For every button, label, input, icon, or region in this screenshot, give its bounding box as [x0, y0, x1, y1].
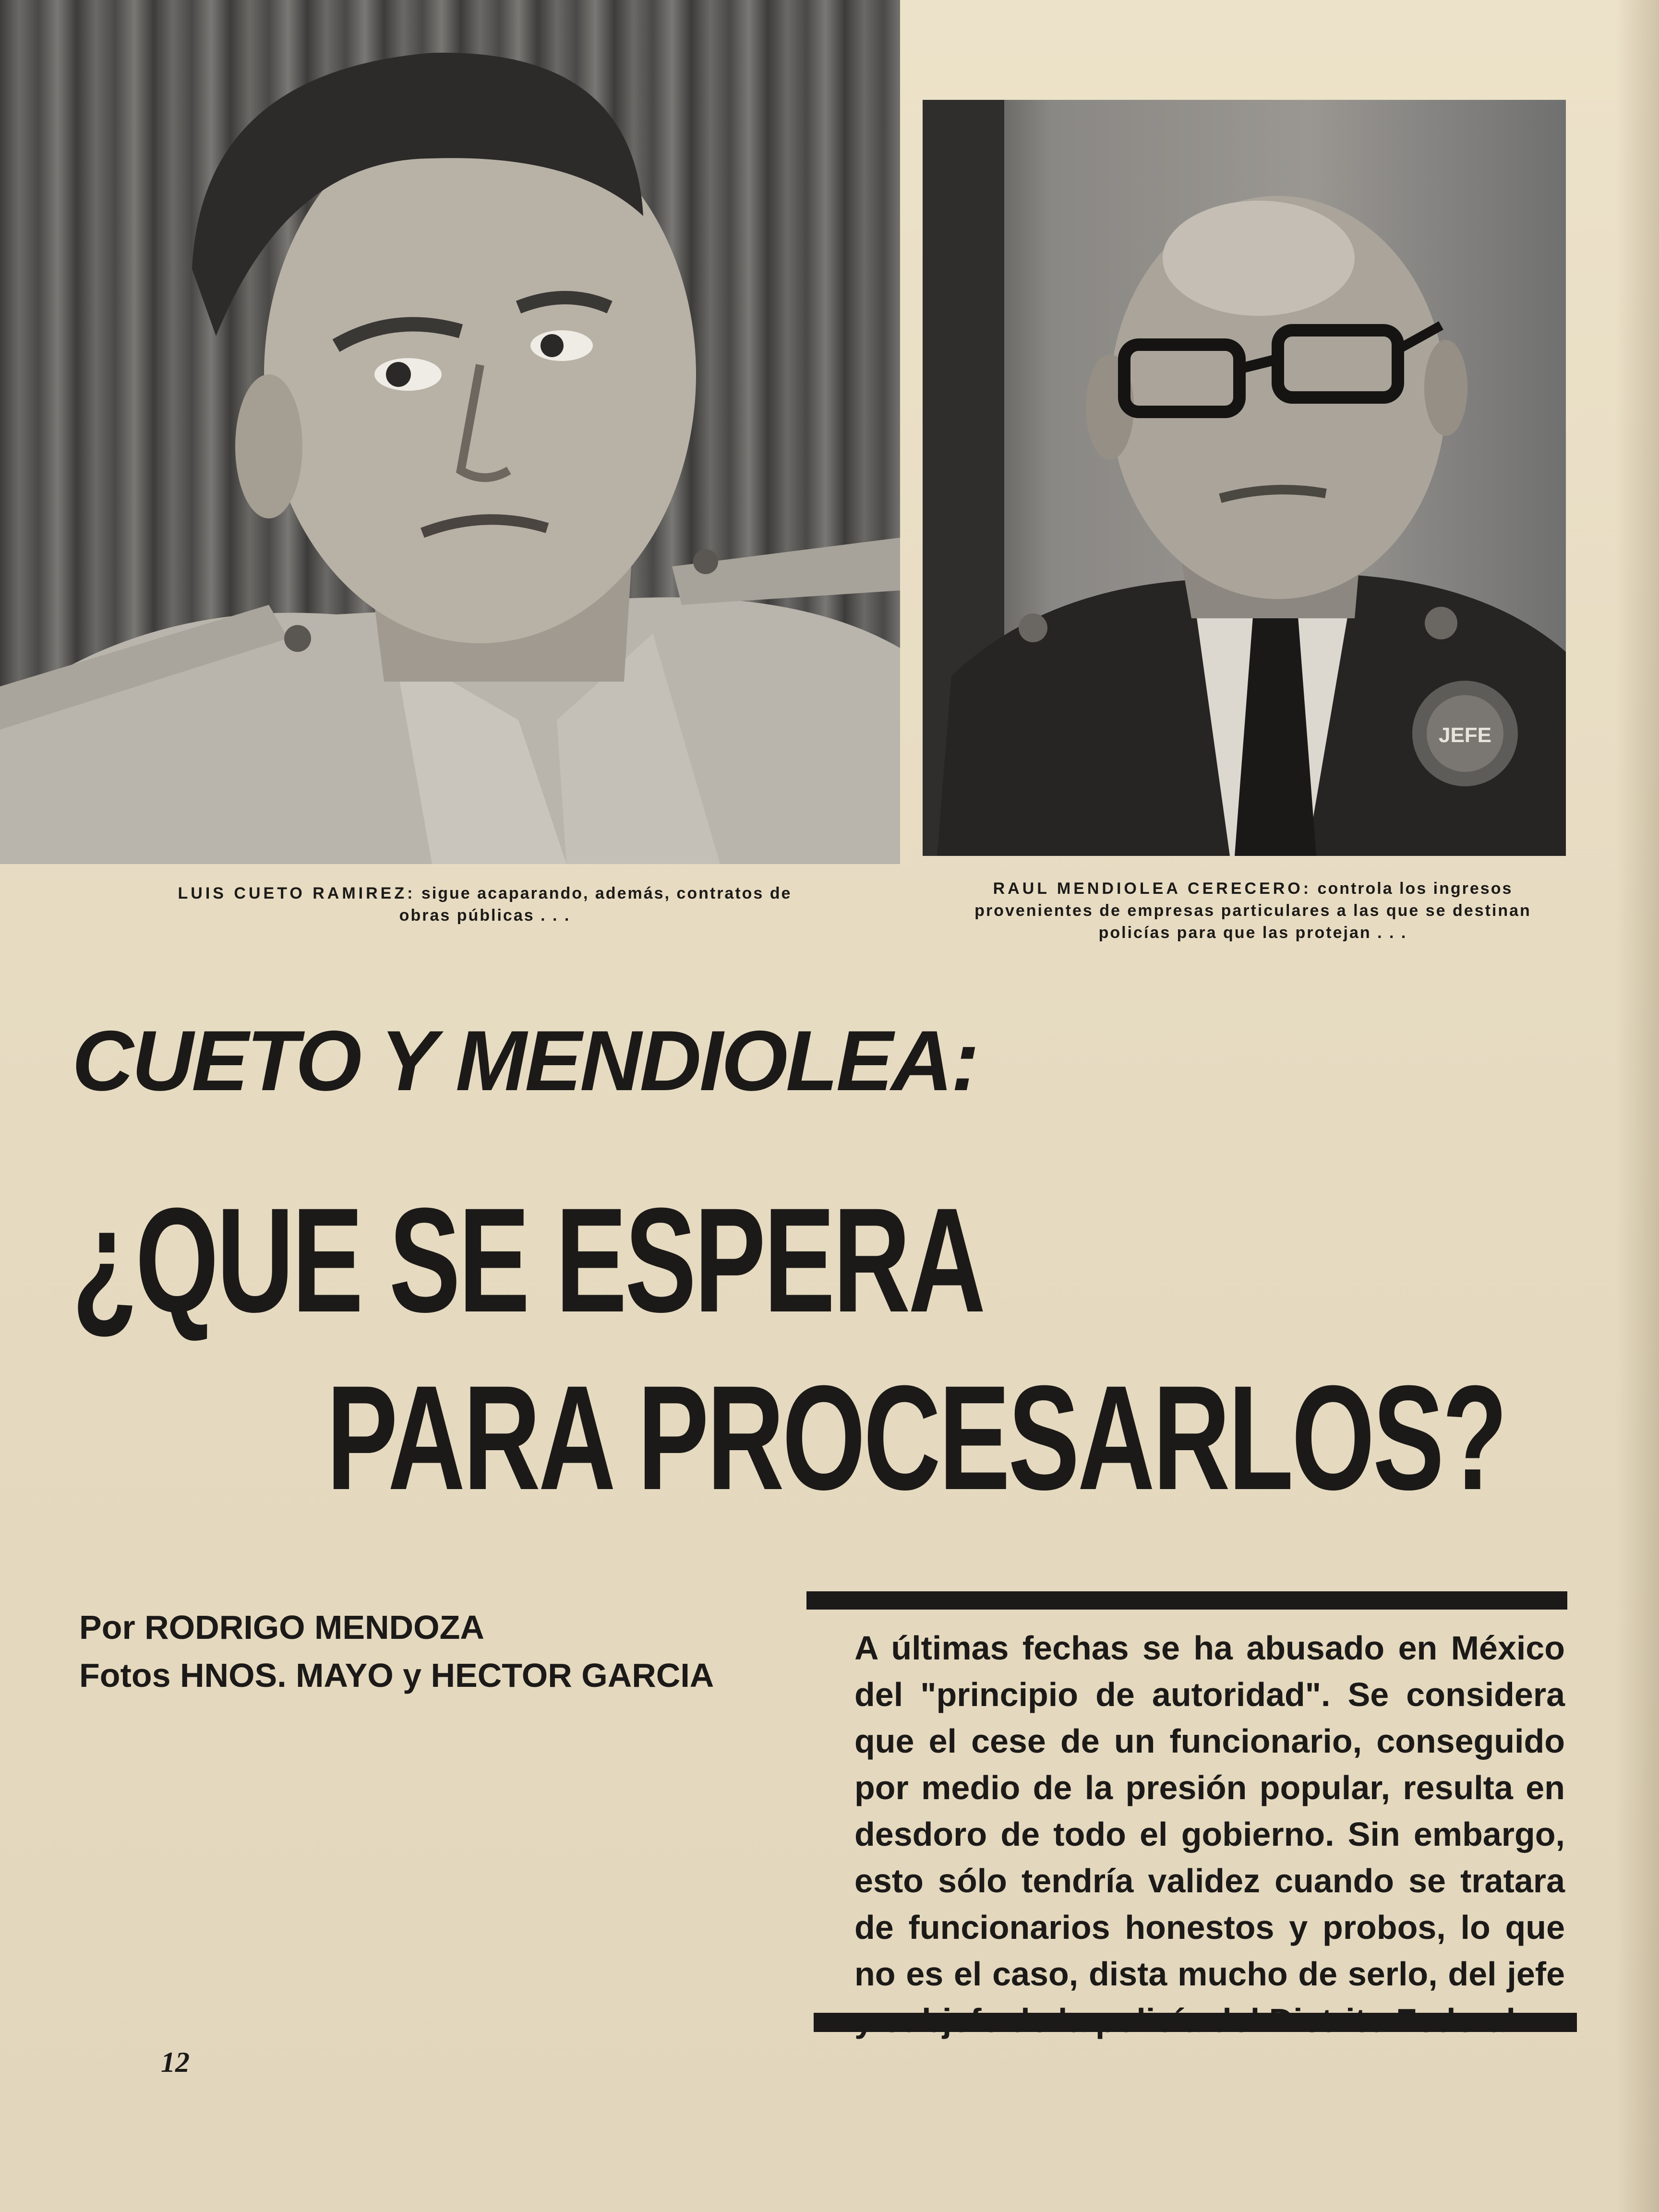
headline-line-1: ¿QUE SE ESPERA [72, 1177, 984, 1343]
photo-caption-left [173, 882, 797, 926]
photo-raul-mendiolea-cerecero [923, 100, 1566, 856]
portrait-illustration-right [923, 100, 1566, 856]
caption-right-text: controla los ingresos provenientes de empresas particulares a las que se destinan policías para que las protejan . . . [974, 879, 1531, 942]
byline-photos: Fotos HNOS. MAYO y HECTOR GARCIA [79, 1657, 714, 1694]
headline-line-2: PARA PROCESARLOS? [326, 1354, 1506, 1521]
page-number: 12 [161, 2046, 190, 2078]
photo-luis-cueto-ramirez [0, 0, 900, 864]
caption-right-name: RAUL MENDIOLEA CERECERO: [993, 879, 1312, 898]
lead-paragraph: A últimas fechas se ha abusado en México del "principio de autoridad". Se considera que el cese de un funcionario, conseguido por medio de la presión popular, resulta en desdoro de todo el gobierno. Sin embargo, esto sólo tendría validez cuando se tratara de funcionarios honestos y probos, lo que no es el caso, dista mucho de serlo, del jefe [854, 1629, 1565, 1993]
photo-caption-right [941, 878, 1565, 944]
portrait-illustration-left [0, 0, 900, 864]
lead-rule-top [806, 1591, 1567, 1610]
caption-left-text: sigue acaparando, además, contratos de obras públicas . . . [399, 884, 792, 925]
article-kicker: CUETO Y MENDIOLEA: [72, 1013, 978, 1108]
lead-rule-bottom [814, 2013, 1577, 2032]
byline-author: Por RODRIGO MENDOZA [79, 1609, 484, 1646]
byline [79, 1603, 847, 1699]
badge-text: JEFE [1438, 723, 1492, 747]
page-edge-shadow [1616, 0, 1659, 2212]
caption-left-name: LUIS CUETO RAMIREZ: [178, 884, 416, 902]
